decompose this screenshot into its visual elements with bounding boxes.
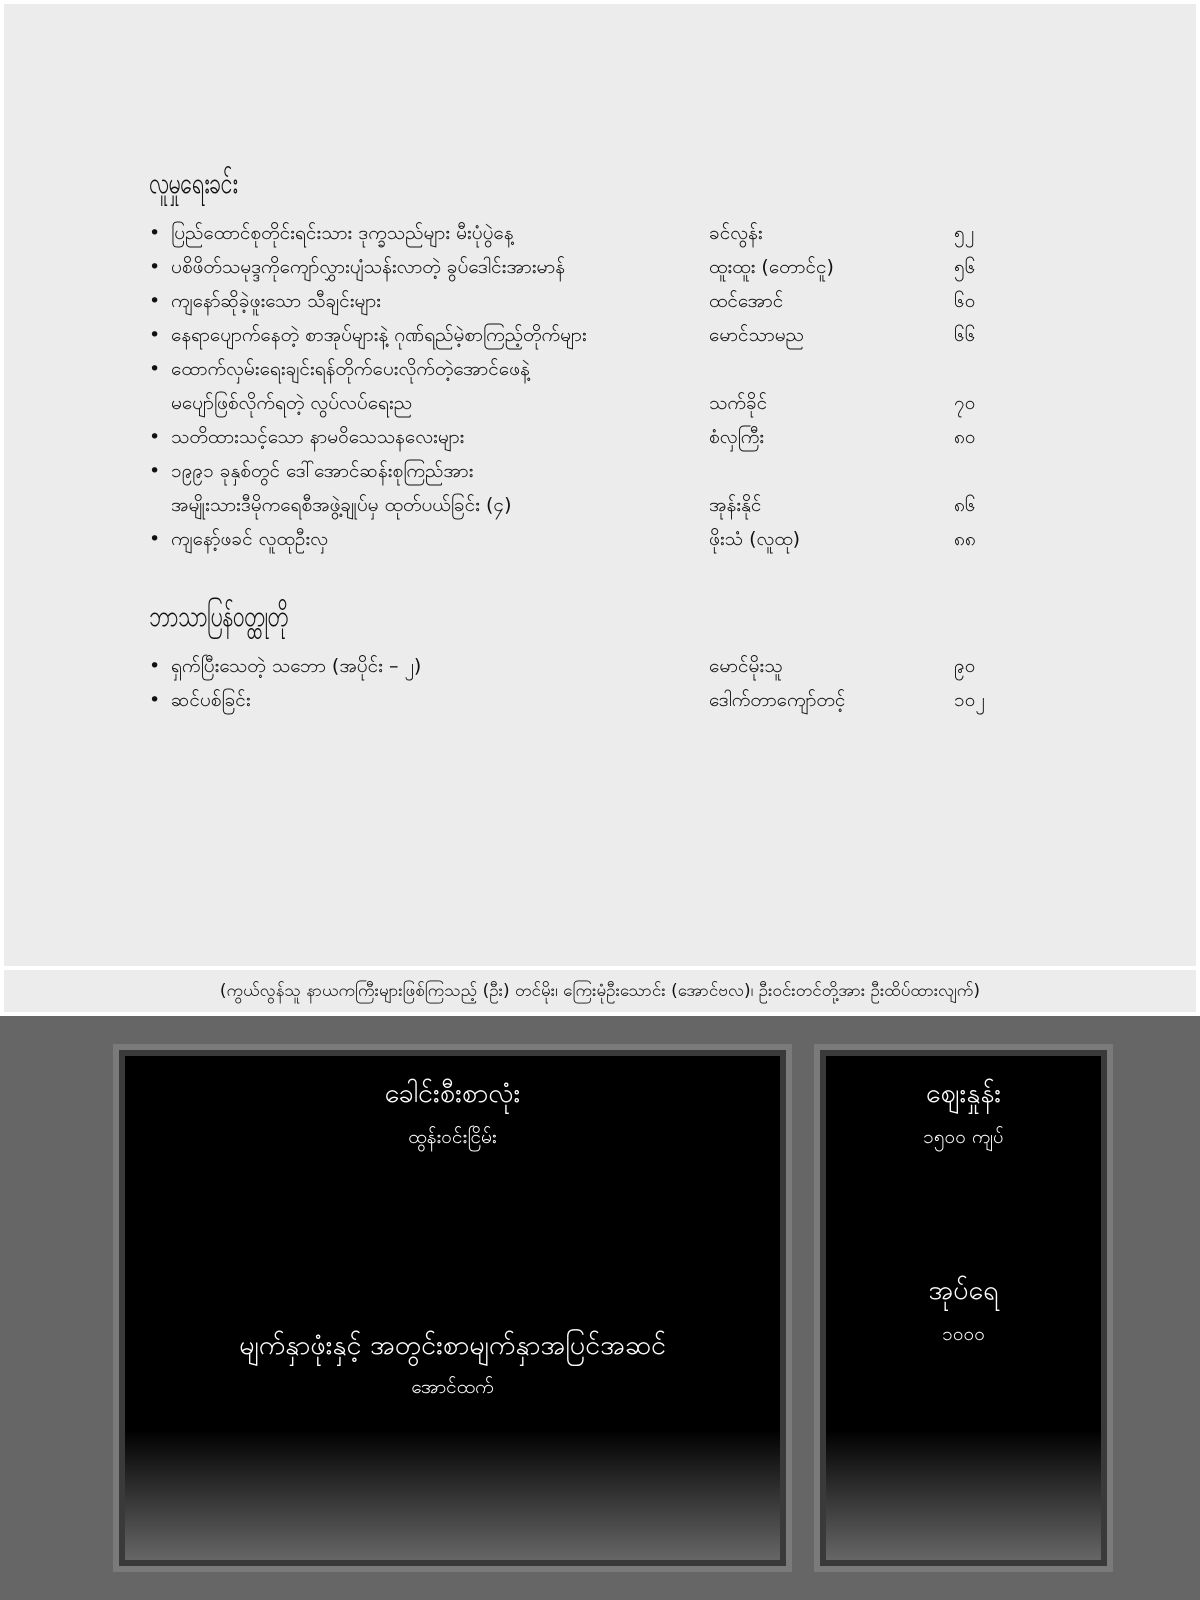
price-label: ဈေးနှုန်း	[925, 1078, 1002, 1109]
credits-box	[125, 1056, 780, 1560]
section-heading: လူမှုရေးခင်း	[149, 166, 238, 201]
section-translated-stories	[149, 597, 1029, 717]
entry-title: • ကျနော်ဆိုခဲ့ဖူးသော သီချင်းများ	[149, 284, 1029, 318]
entry-page-number: ၆၆	[954, 324, 976, 346]
entry-page-number: ၈၈	[954, 528, 976, 550]
entry-title: မပျော်ဖြစ်လိုက်ရတဲ့ လွပ်လပ်ရေးည	[171, 392, 413, 414]
toc-entry	[149, 216, 1029, 250]
entry-title: • နေရာပျောက်နေတဲ့ စာအုပ်များနဲ့ ဂုဏ်ရည်မဲ့စာကြည့်တိုက်များ	[149, 318, 1029, 352]
entry-page-number: ၅၂	[954, 222, 975, 244]
toc-entry	[149, 454, 1029, 522]
colophon-area	[0, 1016, 1200, 1600]
entry-page-number: ၆၀	[954, 290, 976, 312]
entry-page-number: ၇၀	[954, 392, 976, 414]
entry-list	[149, 649, 1029, 717]
toc-entry	[149, 683, 1029, 717]
design-credit: အောင်ထက်	[411, 1376, 494, 1398]
entry-author: မောင်သာမည	[709, 324, 804, 346]
toc-entry	[149, 522, 1029, 556]
section-social	[149, 164, 1029, 556]
entry-list	[149, 216, 1029, 556]
entry-title: • ၁၉၉၁ ခုနှစ်တွင် ဒေါ်အောင်ဆန်းစုကြည်အား	[149, 454, 1029, 488]
copies-label: အုပ်ရေ	[928, 1275, 999, 1306]
entry-page-number: ၈၆	[954, 494, 976, 516]
title-lettering-credit: ထွန်းဝင်းငြိမ်း	[408, 1126, 497, 1148]
toc-entry	[149, 420, 1029, 454]
entry-author: ထင်အောင်	[709, 290, 784, 312]
entry-page-number: ၁၀၂	[954, 689, 985, 711]
design-label: မျက်နှာဖုံးနှင့် အတွင်းစာမျက်နှာအပြင်အဆင်	[239, 1330, 666, 1361]
entry-title: • ပြည်ထောင်စုတိုင်းရင်းသား ဒုက္ခသည်များ မီးပုံပွဲနေ့	[149, 216, 1029, 250]
entry-author: ထူးထူး (တောင်ငူ)	[709, 256, 834, 278]
entry-author: ဒေါက်တာကျော်တင့်	[709, 689, 846, 711]
entry-title: • ဆင်ပစ်ခြင်း	[149, 683, 1029, 717]
toc-entry	[149, 318, 1029, 352]
copies-value: ၁၀၀၀	[942, 1323, 985, 1345]
entry-author: စံလှကြီး	[709, 426, 765, 448]
toc-entry	[149, 250, 1029, 284]
table-of-contents	[4, 4, 1196, 966]
entry-title: • ကျနော့်ဖခင် လူထုဦးလှ	[149, 522, 1029, 556]
dedication-caption: (ကွယ်လွန်သူ နာယကကြီးများဖြစ်ကြသည့် (ဦး) တင်မိုး၊ ကြေးမုံဦးသောင်း (အောင်ဗလ)၊ ဦးဝင်းတင်တို့အား ဦးထိပ်ထားလျက်)	[4, 970, 1196, 1012]
price-value: ၁၅၀၀ ကျပ်	[923, 1126, 1004, 1148]
entry-title: • ထောက်လှမ်းရေးချင်းရန်တိုက်ပေးလိုက်တဲ့အောင်ဖေနဲ့	[149, 352, 1029, 386]
entry-title: • ရှက်ပြီးသေတဲ့ သဘော (အပိုင်း – ၂)	[149, 649, 1029, 683]
entry-author: သက်ခိုင်	[709, 392, 768, 414]
entry-author: ခင်လွန်း	[709, 222, 763, 244]
entry-author: မောင်မိုးသူ	[709, 655, 783, 677]
entry-page-number: ၉၀	[954, 655, 976, 677]
entry-title: • သတိထားသင့်သော နာမဝိသေသနလေးများ	[149, 420, 1029, 454]
toc-entry	[149, 352, 1029, 420]
price-box	[826, 1056, 1101, 1560]
entry-page-number: ၈၀	[954, 426, 976, 448]
entry-page-number: ၅၆	[954, 256, 976, 278]
title-lettering-label: ခေါင်းစီးစာလုံး	[384, 1078, 521, 1109]
section-heading: ဘာသာပြန်ဝတ္ထုတို	[149, 599, 288, 634]
entry-title: • ပစိဖိတ်သမုဒ္ဒကိုကျော်လွှားပျံသန်းလာတဲ့ ခွပ်ဒေါင်းအားမာန်	[149, 250, 1029, 284]
entry-title: အမျိုးသားဒီမိုကရေစီအဖွဲ့ချုပ်မှ ထုတ်ပယ်ခြင်း (၄)	[171, 494, 512, 516]
toc-entry	[149, 284, 1029, 318]
toc-entry	[149, 649, 1029, 683]
entry-author: အုန်းနိုင်	[709, 494, 762, 516]
entry-author: ဖိုးသံ (လူထု)	[709, 528, 801, 550]
